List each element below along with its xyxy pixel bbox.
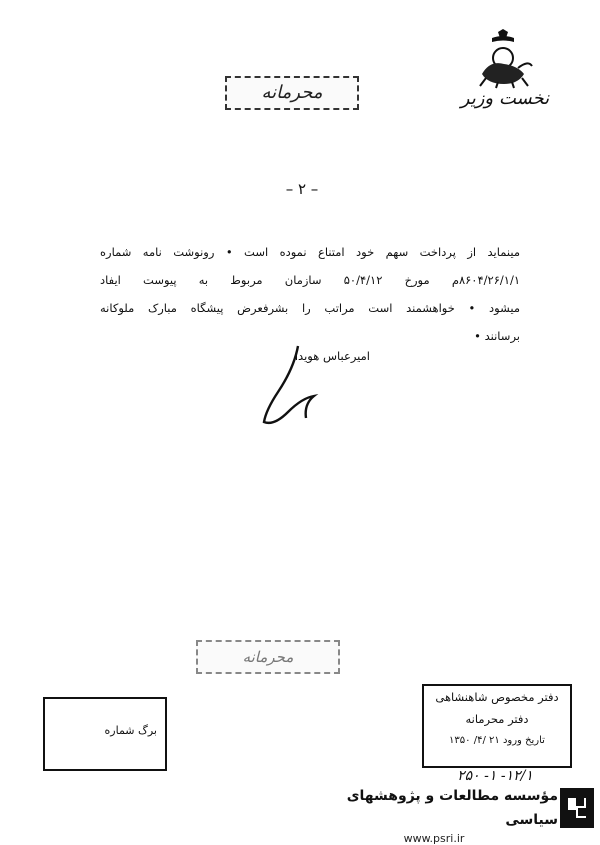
reference-box (43, 697, 167, 771)
reference-label: برگ شماره (104, 724, 157, 737)
body-line-4: برسانند • (474, 329, 520, 343)
letter-body (100, 238, 520, 350)
page-number: – ۲ – (285, 180, 319, 198)
office-stamp-line-1: دفتر مخصوص شاهنشاهی (435, 690, 559, 704)
office-stamp-line-2: دفتر محرمانه (465, 712, 529, 726)
institute-name: مؤسسه مطالعات و پژوهشهای سیاسی (346, 788, 558, 828)
signer-name: امیرعباس هویدا (294, 349, 370, 363)
body-line-3: میشود • خواهشمند است مراتب را بشرفعرض پیشگاه مبارک ملوکانه (100, 301, 520, 315)
institute-url[interactable]: www.psri.ir (403, 832, 465, 845)
body-line-1: مینماید از پرداخت سهم خود امتناع نموده است • رونوشت نامه شماره (100, 245, 520, 259)
institute-footer (310, 784, 558, 845)
confidential-stamp-middle: محرمانه (196, 640, 340, 674)
imperial-office-stamp (422, 684, 572, 768)
confidential-stamp-top: محرمانه (225, 76, 359, 110)
lion-and-sun-emblem-icon (468, 28, 538, 90)
handwritten-signature (258, 340, 328, 430)
body-line-2: ۸۶۰۴/۲۶/۱/۱م مورخ ۵۰/۴/۱۲ سازمان مربوط به پیوست ایفاد (100, 273, 520, 287)
ministry-label: نخست وزیر (460, 88, 550, 109)
institute-logo-icon (560, 788, 594, 828)
handwritten-file-number: ۱۲/۱- ۱- ۲۵۰ (457, 768, 533, 784)
office-stamp-date: تاریخ ورود ۲۱ /۴/ ۱۳۵۰ (449, 735, 545, 746)
